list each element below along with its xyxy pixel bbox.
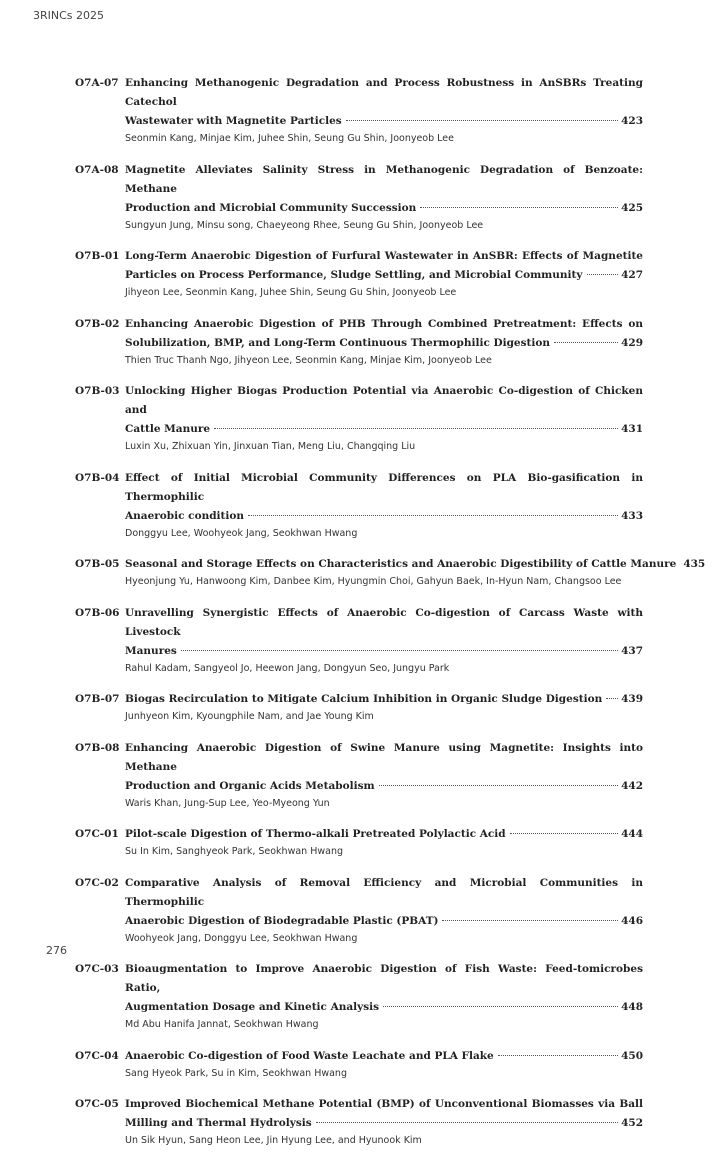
entry-authors: Rahul Kadam, Sangyeol Jo, Heewon Jang, Dongyun Seo, Jungyu Park bbox=[125, 662, 450, 674]
page-ref: 427 bbox=[621, 269, 643, 281]
dot-leader bbox=[248, 515, 618, 516]
entry-title-last-text: Wastewater with Magnetite Particles bbox=[125, 115, 342, 127]
page-ref: 439 bbox=[621, 693, 643, 705]
entry-authors: Waris Khan, Jung-Sup Lee, Yeo-Myeong Yun bbox=[125, 797, 330, 809]
entry-title-last-text: Anaerobic Co-digestion of Food Waste Leachate and PLA Flake bbox=[125, 1049, 494, 1062]
toc-entry bbox=[75, 1047, 643, 1081]
entry-title-last-text: Biogas Recirculation to Mitigate Calcium Inhibition in Organic Sludge Digestion bbox=[125, 693, 603, 705]
dot-leader bbox=[498, 1055, 618, 1056]
toc-entry bbox=[75, 74, 643, 146]
entry-authors: Md Abu Hanifa Jannat, Seokhwan Hwang bbox=[125, 1019, 319, 1030]
session-code: O7C-03 bbox=[75, 963, 119, 975]
entry-authors: Jihyeon Lee, Seonmin Kang, Juhee Shin, Seung Gu Shin, Joonyeob Lee bbox=[125, 287, 457, 298]
entry-title-last-line bbox=[125, 334, 643, 353]
entry-title bbox=[125, 161, 643, 218]
toc-entry bbox=[75, 690, 643, 724]
page-ref: 444 bbox=[621, 828, 643, 840]
dot-leader bbox=[510, 833, 618, 834]
dot-leader bbox=[383, 1006, 618, 1007]
entry-title-line: Magnetite Alleviates Salinity Stress in Methanogenic Degradation of Benzoate: Methane bbox=[125, 163, 643, 195]
session-code: O7C-02 bbox=[75, 876, 119, 889]
session-code: O7B-06 bbox=[75, 606, 120, 619]
page-ref: 429 bbox=[621, 336, 643, 349]
entry-title-line: Unlocking Higher Biogas Production Potential via Anaerobic Co-digestion of Chicken and bbox=[125, 385, 643, 416]
entry-title-last-line bbox=[125, 777, 643, 796]
page-ref: 431 bbox=[621, 423, 643, 435]
entry-title-last-text: Pilot-scale Digestion of Thermo-alkali Pretreated Polylactic Acid bbox=[125, 828, 506, 840]
entry-authors: Su In Kim, Sanghyeok Park, Seokhwan Hwang bbox=[125, 846, 343, 857]
entry-title bbox=[125, 382, 643, 439]
session-code: O7A-07 bbox=[75, 77, 119, 89]
entry-title-line: Enhancing Anaerobic Digestion of PHB Through Combined Pretreatment: Effects on bbox=[125, 317, 643, 330]
running-header: 3RINCs 2025 bbox=[33, 9, 105, 22]
session-code: O7B-01 bbox=[75, 250, 120, 262]
dot-leader bbox=[420, 207, 618, 208]
entry-title-line: Improved Biochemical Methane Potential (BMP) of Unconventional Biomasses via Ball bbox=[125, 1098, 643, 1110]
dot-leader bbox=[554, 342, 618, 343]
dot-leader bbox=[316, 1122, 618, 1123]
entry-authors: Woohyeok Jang, Donggyu Lee, Seokhwan Hwang bbox=[125, 932, 358, 944]
entry-authors: Donggyu Lee, Woohyeok Jang, Seokhwan Hwang bbox=[125, 527, 358, 539]
dot-leader bbox=[442, 920, 618, 921]
entry-title-last-text: Anaerobic Digestion of Biodegradable Plastic (PBAT) bbox=[125, 914, 439, 927]
entry-title bbox=[125, 690, 643, 709]
toc-entry bbox=[75, 604, 643, 676]
page-ref: 423 bbox=[621, 115, 643, 127]
dot-leader bbox=[346, 120, 618, 121]
entry-title-last-text: Milling and Thermal Hydrolysis bbox=[125, 1117, 312, 1129]
toc-entry bbox=[75, 555, 706, 589]
entry-title-last-line bbox=[125, 825, 643, 844]
page-ref: 452 bbox=[621, 1117, 643, 1129]
entry-title-last-line bbox=[125, 1114, 643, 1133]
toc-entry bbox=[75, 960, 643, 1032]
session-code: O7B-02 bbox=[75, 317, 120, 330]
entry-title bbox=[125, 960, 643, 1017]
entry-authors: Seonmin Kang, Minjae Kim, Juhee Shin, Seung Gu Shin, Joonyeob Lee bbox=[125, 133, 454, 144]
entry-title-last-text: Production and Microbial Community Succession bbox=[125, 201, 417, 214]
entry-title-line: Comparative Analysis of Removal Efficiency and Microbial Communities in Thermophilic bbox=[125, 876, 643, 908]
toc-entry bbox=[75, 1095, 643, 1148]
dot-leader bbox=[606, 698, 618, 699]
entry-title-last-line bbox=[125, 690, 643, 709]
entry-title-last-line bbox=[125, 199, 643, 218]
entry-title-last-text: Anaerobic condition bbox=[125, 509, 245, 522]
session-code: O7C-04 bbox=[75, 1049, 119, 1062]
toc-entry bbox=[75, 315, 643, 368]
entry-title bbox=[125, 1095, 643, 1133]
entry-title-last-text: Solubilization, BMP, and Long-Term Continuous Thermophilic Digestion bbox=[125, 336, 550, 349]
entry-authors: Thien Truc Thanh Ngo, Jihyeon Lee, Seonmin Kang, Minjae Kim, Joonyeob Lee bbox=[125, 354, 492, 366]
entry-title-line: Enhancing Anaerobic Digestion of Swine Manure using Magnetite: Insights into Methane bbox=[125, 741, 643, 773]
toc-entry bbox=[75, 825, 643, 859]
entry-title-last-text: Manures bbox=[125, 644, 177, 657]
entry-title-line: Unravelling Synergistic Effects of Anaerobic Co-digestion of Carcass Waste with Livestock bbox=[125, 606, 643, 638]
page-number: 276 bbox=[46, 944, 67, 957]
page-ref: 446 bbox=[621, 914, 643, 927]
session-code: O7B-04 bbox=[75, 471, 120, 484]
page-ref: 437 bbox=[621, 644, 643, 657]
entry-title-last-line bbox=[125, 112, 643, 131]
entry-title-last-text: Particles on Process Performance, Sludge Settling, and Microbial Community bbox=[125, 269, 583, 281]
entry-title-line: Enhancing Methanogenic Degradation and Process Robustness in AnSBRs Treating Catechol bbox=[125, 77, 643, 108]
dot-leader bbox=[587, 274, 619, 275]
session-code: O7C-01 bbox=[75, 828, 119, 840]
entry-title bbox=[125, 825, 643, 844]
entry-title-line: Effect of Initial Microbial Community Differences on PLA Bio-gasification in Thermophilic bbox=[125, 471, 643, 503]
entry-title bbox=[125, 74, 643, 131]
entry-title-last-line bbox=[125, 555, 705, 574]
entry-title-last-line bbox=[125, 420, 643, 439]
entry-authors: Un Sik Hyun, Sang Heon Lee, Jin Hyung Lee, and Hyunook Kim bbox=[125, 1135, 422, 1146]
entry-title bbox=[125, 874, 643, 931]
entry-title-last-line bbox=[125, 266, 643, 285]
entry-title bbox=[125, 247, 643, 285]
entry-title-line: Long-Term Anaerobic Digestion of Furfural Wastewater in AnSBR: Effects of Magnetite bbox=[125, 250, 643, 262]
toc-entry bbox=[75, 469, 643, 541]
entry-title bbox=[125, 469, 643, 526]
entry-title-last-line bbox=[125, 642, 643, 661]
entry-title bbox=[125, 315, 643, 353]
dot-leader bbox=[379, 785, 618, 786]
entry-title-last-text: Seasonal and Storage Effects on Characteristics and Anaerobic Digestibility of Cattle Manure bbox=[125, 558, 677, 570]
page-ref: 425 bbox=[621, 201, 643, 214]
page-ref: 450 bbox=[621, 1049, 643, 1062]
entry-title-last-line bbox=[125, 507, 643, 526]
entry-authors: Sang Hyeok Park, Su in Kim, Seokhwan Hwang bbox=[125, 1067, 347, 1079]
session-code: O7B-08 bbox=[75, 741, 120, 754]
toc-entry bbox=[75, 739, 643, 811]
toc-entry bbox=[75, 161, 643, 233]
entry-title-last-line bbox=[125, 1047, 643, 1066]
entry-title bbox=[125, 1047, 643, 1066]
entry-authors: Sungyun Jung, Minsu song, Chaeyeong Rhee, Seung Gu Shin, Joonyeob Lee bbox=[125, 219, 484, 231]
entry-authors: Junhyeon Kim, Kyoungphile Nam, and Jae Young Kim bbox=[125, 711, 374, 722]
session-code: O7B-05 bbox=[75, 558, 120, 570]
entry-title-last-text: Cattle Manure bbox=[125, 423, 211, 435]
page-ref: 442 bbox=[621, 779, 643, 792]
dot-leader bbox=[214, 428, 618, 429]
entry-title bbox=[125, 739, 643, 796]
page-ref: 433 bbox=[621, 509, 643, 522]
dot-leader bbox=[181, 650, 618, 651]
page-ref: 435 bbox=[683, 558, 706, 570]
session-code: O7B-03 bbox=[75, 385, 120, 397]
entry-title-line: Bioaugmentation to Improve Anaerobic Digestion of Fish Waste: Feed-tomicrobes Ratio, bbox=[125, 963, 643, 994]
table-of-contents bbox=[75, 74, 706, 1163]
toc-entry bbox=[75, 382, 643, 454]
session-code: O7A-08 bbox=[75, 163, 119, 176]
toc-entry bbox=[75, 247, 643, 300]
toc-entry bbox=[75, 874, 643, 946]
entry-title-last-line bbox=[125, 912, 643, 931]
session-code: O7C-05 bbox=[75, 1098, 119, 1110]
entry-title-last-text: Augmentation Dosage and Kinetic Analysis bbox=[125, 1001, 380, 1013]
page-ref: 448 bbox=[621, 1001, 643, 1013]
entry-authors: Luxin Xu, Zhixuan Yin, Jinxuan Tian, Meng Liu, Changqing Liu bbox=[125, 441, 416, 452]
entry-authors: Hyeonjung Yu, Hanwoong Kim, Danbee Kim, Hyungmin Choi, Gahyun Baek, In-Hyun Nam, Changsoo Lee bbox=[125, 576, 622, 587]
entry-title-last-line bbox=[125, 998, 643, 1017]
entry-title bbox=[125, 555, 705, 574]
entry-title-last-text: Production and Organic Acids Metabolism bbox=[125, 779, 375, 792]
entry-title bbox=[125, 604, 643, 661]
session-code: O7B-07 bbox=[75, 693, 120, 705]
